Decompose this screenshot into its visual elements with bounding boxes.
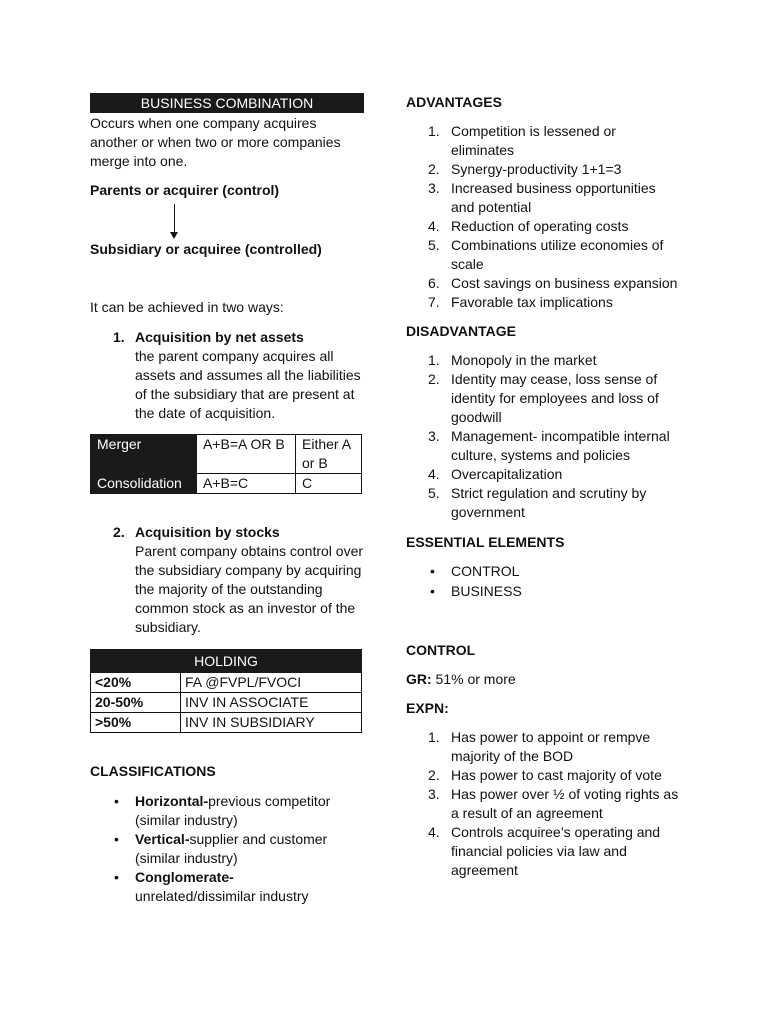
list-item: Identity may cease, loss sense of identity for employees and loss of goodwill: [451, 371, 659, 425]
acquisition-way-1: [90, 328, 364, 423]
list-item: Strict regulation and scrutiny by government: [451, 485, 647, 520]
list-item: Monopoly in the market: [451, 352, 597, 368]
way1-title: Acquisition by net assets: [135, 329, 304, 345]
gr-line: [406, 670, 682, 689]
list-item: Overcapitalization: [451, 466, 563, 482]
holding-header: HOLDING: [91, 650, 362, 673]
gr-label: GR:: [406, 671, 432, 687]
table-row: [91, 474, 362, 494]
left-column: [90, 93, 364, 906]
table-cell: >50%: [91, 713, 181, 733]
table-cell: Consolidation: [91, 474, 197, 494]
class-desc: previous competitor (similar industry): [135, 793, 331, 828]
list-item: Favorable tax implications: [451, 294, 613, 310]
table-cell: INV IN ASSOCIATE: [181, 693, 362, 713]
table-cell: 20-50%: [91, 693, 181, 713]
list-item: Reduction of operating costs: [451, 218, 629, 234]
list-item: Has power to cast majority of vote: [451, 767, 662, 783]
disadvantage-heading: DISADVANTAGE: [406, 323, 516, 339]
table-cell: A+B=A OR B: [197, 435, 296, 474]
gr-value: 51% or more: [431, 671, 516, 687]
disadvantage-list: [406, 351, 682, 522]
class-desc: supplier and customer (similar industry): [135, 831, 328, 866]
control-heading: CONTROL: [406, 642, 476, 658]
parent-label: Parents or acquirer (control): [90, 182, 280, 198]
class-term: Conglomerate-: [135, 869, 234, 885]
essential-list: [406, 562, 682, 601]
table-cell: A+B=C: [197, 474, 296, 494]
list-item: [90, 830, 364, 868]
essential-heading: ESSENTIAL ELEMENTS: [406, 534, 565, 550]
list-item: Has power to appoint or rempve majority of the BOD: [451, 729, 651, 764]
table-cell: INV IN SUBSIDIARY: [181, 713, 362, 733]
table-cell: FA @FVPL/FVOCI: [181, 673, 362, 693]
table-header-row: [91, 650, 362, 673]
list-item: • BUSINESS: [406, 582, 682, 601]
table-row: [91, 435, 362, 474]
list-item: Synergy-productivity 1+1=3: [451, 161, 622, 177]
list-item: Controls acquiree’s operating and financial policies via law and agreement: [451, 824, 661, 878]
acquisition-way-2: [90, 523, 364, 637]
list-item: • CONTROL: [406, 562, 682, 581]
list-item: [90, 868, 364, 906]
down-arrow-icon: [90, 200, 364, 240]
table-cell: Merger: [91, 435, 197, 474]
class-term: Horizontal-: [135, 793, 209, 809]
class-term: Vertical-: [135, 831, 190, 847]
control-exceptions-list: [406, 728, 682, 880]
list-item: Competition is lessened or eliminates: [451, 123, 616, 158]
advantages-heading: ADVANTAGES: [406, 94, 502, 110]
list-item: Combinations utilize economies of scale: [451, 237, 664, 272]
way1-desc: the parent company acquires all assets and assumes all the liabilities of the subsidiary that are present at the date of acquisition.: [135, 348, 361, 421]
ways-intro: It can be achieved in two ways:: [90, 299, 284, 315]
holding-table: [90, 649, 362, 733]
expn-label: EXPN:: [406, 700, 449, 716]
classifications-heading: CLASSIFICATIONS: [90, 763, 216, 779]
list-item: Cost savings on business expansion: [451, 275, 678, 291]
list-item: [90, 328, 364, 423]
class-desc: unrelated/dissimilar industry: [135, 888, 309, 904]
list-item: Increased business opportunities and potential: [451, 180, 656, 215]
subsidiary-label: Subsidiary or acquiree (controlled): [90, 241, 322, 257]
definition-text: Occurs when one company acquires another or when two or more companies merge into one.: [90, 115, 341, 169]
way2-title: Acquisition by stocks: [135, 524, 280, 540]
table-cell: <20%: [91, 673, 181, 693]
list-item: Management- incompatible internal culture, systems and policies: [451, 428, 670, 463]
table-row: [91, 673, 362, 693]
list-item: Has power over ½ of voting rights as a result of an agreement: [451, 786, 679, 821]
table-row: [91, 713, 362, 733]
table-cell: Either A or B: [296, 435, 362, 474]
table-row: [91, 693, 362, 713]
way2-desc: Parent company obtains control over the subsidiary company by acquiring the majority of the outstanding common stock as an investor of the subsidiary.: [135, 543, 364, 635]
classifications-list: [90, 792, 364, 906]
advantages-list: [406, 122, 682, 312]
right-column: [406, 93, 682, 880]
table-cell: C: [296, 474, 362, 494]
section-title-business-combination: BUSINESS COMBINATION: [90, 93, 364, 113]
merger-table: [90, 434, 362, 494]
list-item: [90, 792, 364, 830]
list-item: [90, 523, 364, 637]
